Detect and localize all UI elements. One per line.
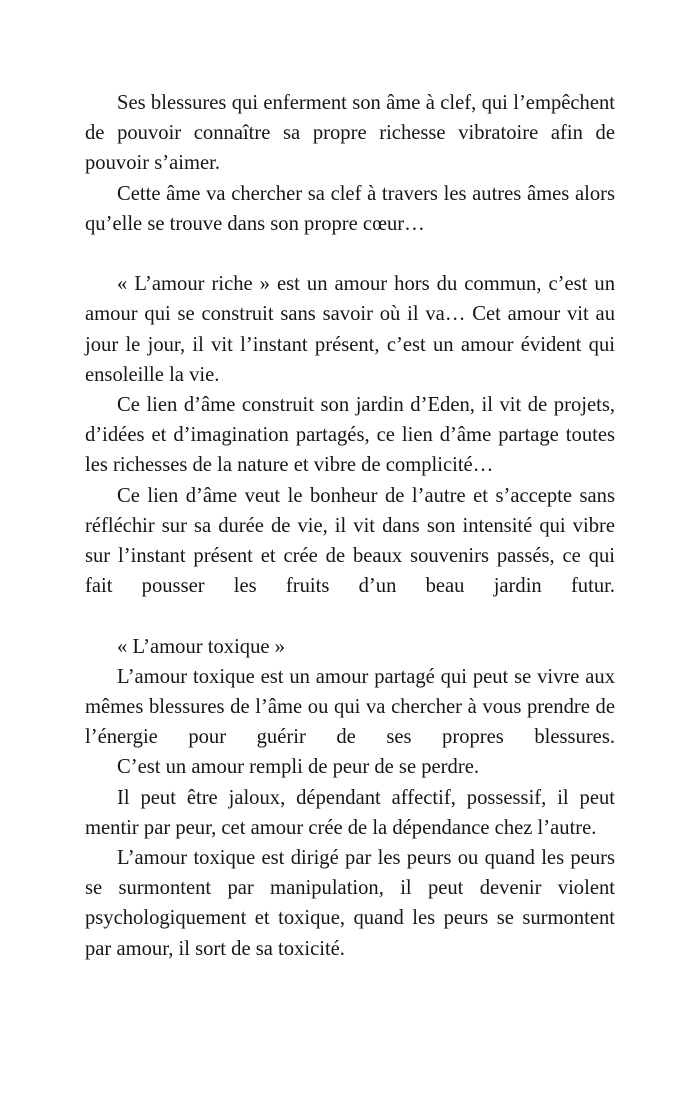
paragraph-clef: Cette âme va chercher sa clef à travers les autres âmes alors qu’elle se trouve dans son propre cœur… — [85, 182, 615, 235]
section-break — [85, 239, 615, 269]
paragraph-blessures: Ses blessures qui enferment son âme à clef, qui l’empêchent de pouvoir connaître sa propre richesse vibratoire afin de pouvoir s’aimer. — [85, 92, 615, 175]
paragraph-manipulation: L’amour toxique est dirigé par les peurs ou quand les peurs se surmontent par manipulation, il peut devenir violent psychologiquement et toxique, quand les peurs se surmontent par amour, il sort de sa toxicité. — [85, 847, 615, 960]
section-break — [85, 601, 615, 631]
paragraph-amour-toxique: L’amour toxique est un amour partagé qui peut se vivre aux mêmes blessures de l’âme ou qui va chercher à vous prendre de l’énergie pour guérir de ses propres blessures. — [85, 665, 615, 749]
section-heading-amour-toxique: « L’amour toxique » — [117, 635, 285, 658]
document-page — [85, 88, 615, 964]
paragraph-lien-ame: Ce lien d’âme veut le bonheur de l’autre et s’accepte sans réfléchir sur sa durée de vie, il vit dans son intensité qui vibre sur l’instant présent et crée de beaux souvenirs passés, ce qui fait pousser les fruits d’un beau jardin futur. — [85, 484, 615, 598]
paragraph-amour-riche: « L’amour riche » est un amour hors du commun, c’est un amour qui se construit sans savoir où il va… Cet amour vit au jour le jour, il vit l’instant présent, c’est un amour évident qui ensoleille la vie. — [85, 273, 615, 386]
paragraph-peur: C’est un amour rempli de peur de se perdre. — [117, 756, 479, 779]
paragraph-jaloux: Il peut être jaloux, dépendant affectif, possessif, il peut mentir par peur, cet amour crée de la dépendance chez l’autre. — [85, 786, 615, 839]
paragraph-jardin-eden: Ce lien d’âme construit son jardin d’Eden, il vit de projets, d’idées et d’imagination partagés, ce lien d’âme partage toutes les richesses de la nature et vibre de complicité… — [85, 394, 615, 477]
